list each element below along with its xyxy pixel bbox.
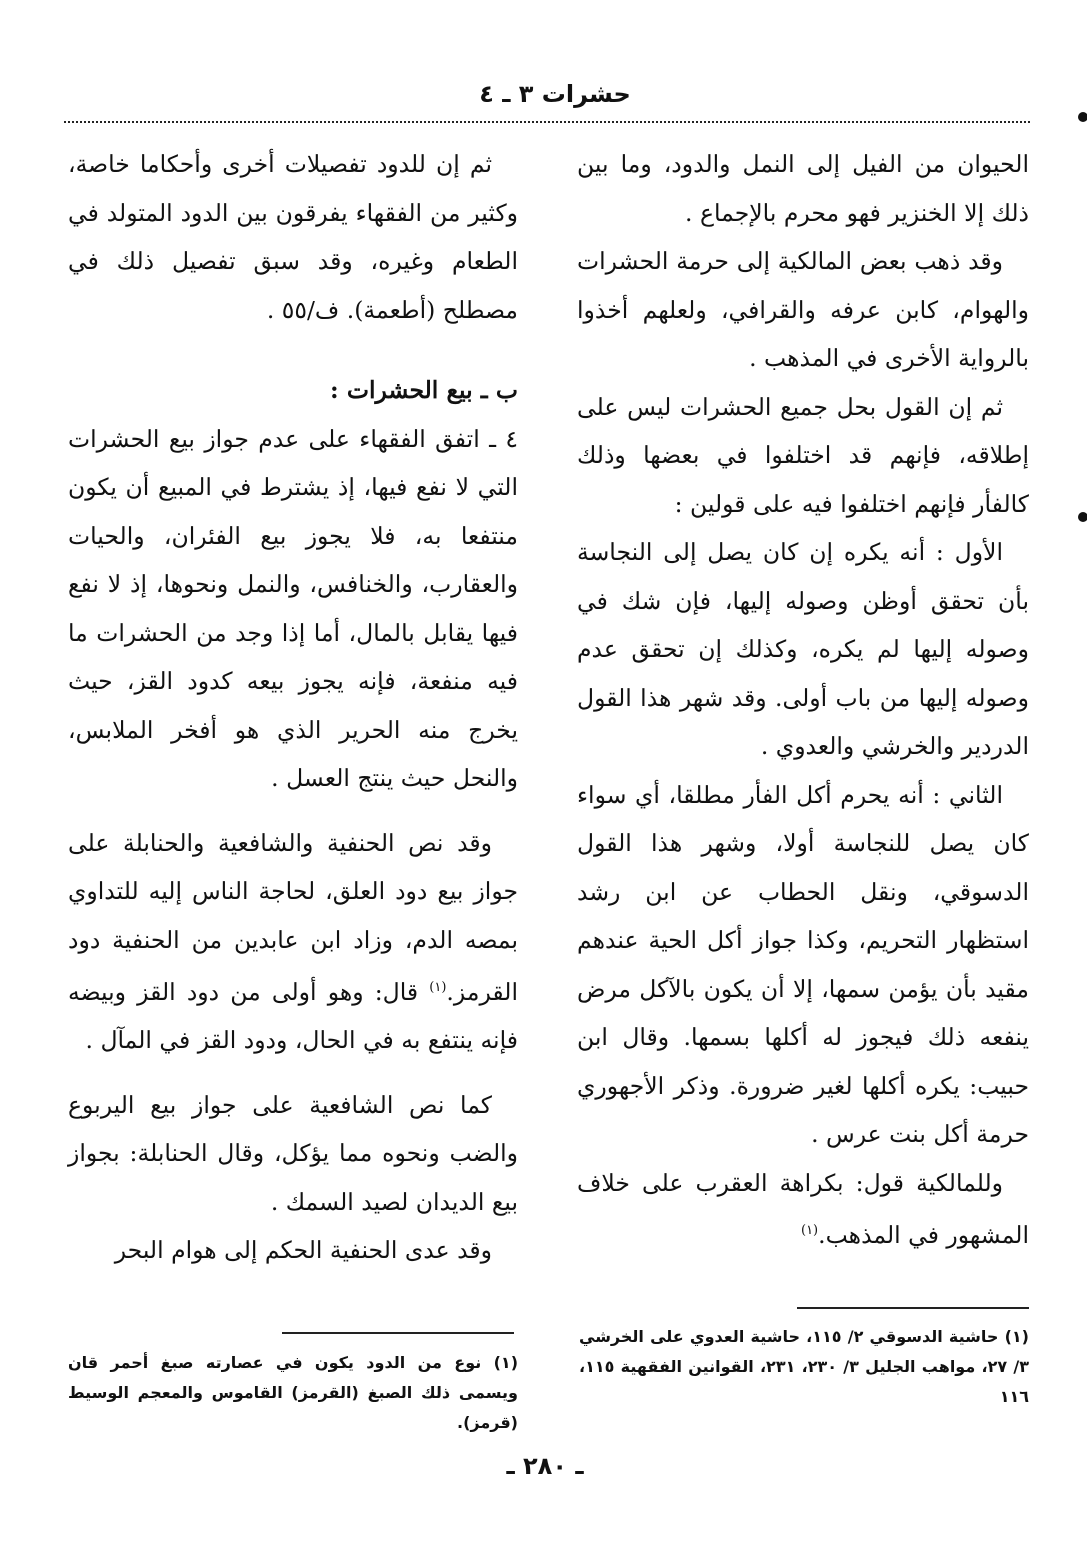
paragraph: وقد عدى الحنفية الحكم إلى هوام البحر: [114, 1236, 492, 1265]
spacer: [68, 1065, 518, 1081]
spacer: [68, 334, 518, 366]
footnote: (١) حاشية الدسوقي ٢/ ١١٥، حاشية العدوي على الخرشي ٣/ ٢٧، مواهب الجليل ٣/ ٢٣٠، ٢٣١، القوانين الفقهية ١١٥، ١١٦: [579, 1327, 1030, 1406]
paragraph: الثاني : أنه يحرم أكل الفأر مطلقا، أي سواء كان يصل للنجاسة أولا، وشهر هذا القول الدسوقي، ونقل الحطاب عن ابن رشد استظهار التحريم، وكذا جواز أكل الحية عندهم مقيد بأن يؤمن سمها، إلا أن يكون بالآكل مرض ينفعه ذلك فيجوز له أكلها بسمها. وقال ابن حبيب: يكره أكلها لغير ضرورة. وذكر الأجهوري حرمة أكل بنت عرس .: [577, 780, 1029, 1148]
paragraph: وقد ذهب بعض المالكية إلى حرمة الحشرات والهوام، كابن عرفه والقرافي، ولعلهم أخذوا بالرواية الأخرى في المذهب .: [577, 247, 1029, 372]
footnote: (١) نوع من الدود يكون في عصارته صبغ أحمر قان ويسمى ذلك الصبغ (القرمز) القاموس والمعجم الوسيط (قرمز).: [68, 1353, 518, 1432]
paragraph: ٤ ـ اتفق الفقهاء على عدم جواز بيع الحشرات التي لا نفع فيها، إذ يشترط في المبيع أن يكون منتفعا به، فلا يجوز بيع الفئران، والحيات والعقارب، والخنافس، والنمل ونحوها، إذ لا نفع فيها يقابل بالمال، أما إذا وجد من الحشرات ما فيه منفعة، فإنه يجوز بيعه كدود القز، حيث يخرج منه الحرير الذي هو أفخر الملابس، والنحل حيث ينتج العسل .: [68, 424, 518, 792]
footnote-ref: (١): [800, 1223, 819, 1238]
margin-mark: [1078, 112, 1087, 122]
section-heading: ب ـ بيع الحشرات :: [330, 376, 518, 404]
footnote-rule: [797, 1307, 1029, 1309]
footnote-rule: [282, 1332, 514, 1334]
paragraph: ثم إن القول بحل جميع الحشرات ليس على إطلاقه، فإنهم قد اختلفوا في بعضها وذلك كالفأر فإنهم اختلفوا فيه على قولين :: [577, 392, 1029, 518]
paragraph: [577, 1159, 1029, 1260]
header-dotted-rule: [64, 121, 1030, 123]
page-number: ـ ٢٨٠ ـ: [506, 1452, 584, 1480]
margin-mark: [1078, 512, 1087, 522]
paragraph: ثم إن للدود تفصيلات أخرى وأحكاما خاصة، وكثير من الفقهاء يفرقون بين الدود المتولد في الطعام وغيره، وقد سبق تفصيل ذلك في مصطلح (أطعمة). ف/٥٥ .: [68, 150, 518, 324]
paragraph: الحيوان من الفيل إلى النمل والدود، وما بين ذلك إلا الخنزير فهو محرم بالإجماع .: [577, 150, 1029, 227]
left-column: [68, 140, 518, 1275]
spacer: [68, 803, 518, 819]
paragraph-text: قال: وهو أولى من دود القز وبيضه فإنه ينتفع به في الحال، ودود القز في المآل .: [68, 977, 518, 1055]
paragraph-text: وقد نص الحنفية والشافعية والحنابلة على جواز بيع دود العلق، لحاجة الناس إليه للتداوي بمصه الدم، وزاد ابن عابدين من الحنفية دود القرمز.: [68, 828, 518, 1006]
paragraph: كما نص الشافعية على جواز بيع اليربوع والضب ونحوه مما يؤكل، وقال الحنابلة: بجواز بيع الديدان لصيد السمك .: [68, 1090, 518, 1216]
right-column: [577, 140, 1029, 1259]
running-header: حشرات ٣ ـ ٤: [479, 80, 631, 108]
paragraph: [68, 819, 518, 1065]
paragraph-text: وللمالكية قول: بكراهة العقرب على خلاف المشهور في المذهب.: [577, 1168, 1029, 1249]
footnote-ref: (١): [429, 980, 447, 995]
paragraph: الأول : أنه يكره إن كان يصل إلى النجاسة بأن تحقق أوظن وصوله إليها، فإن شك في وصوله إليها لم يكره، وكذلك إن تحقق عدم وصوله إليها من باب أولى. وقد شهر هذا القول الدردير والخرشي والعدوي .: [577, 538, 1029, 760]
